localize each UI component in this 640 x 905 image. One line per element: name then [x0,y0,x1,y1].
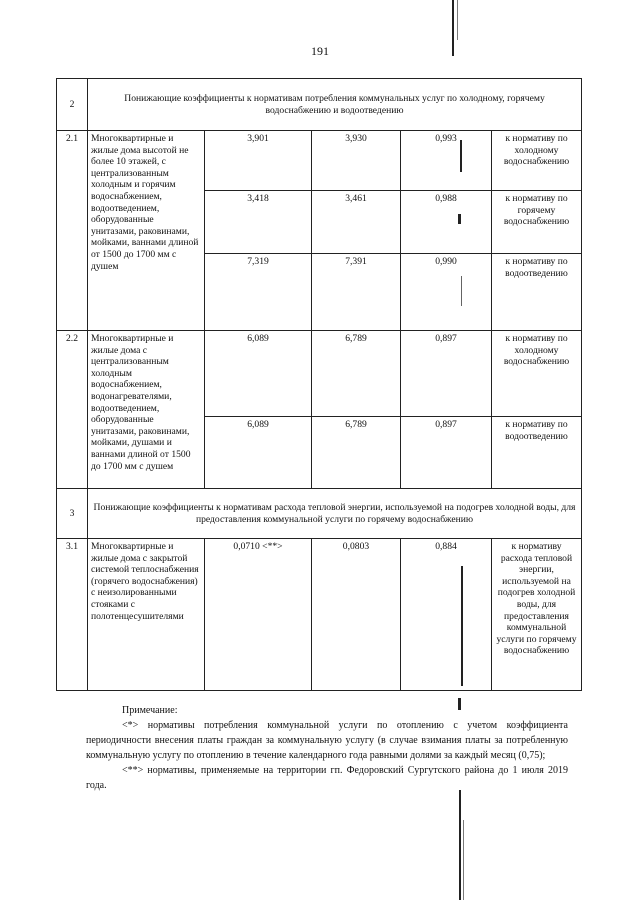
note-item: <**> нормативы, применяемые на территории гп. Федоровский Сургутского района до 1 июля 2019 года. [86,765,568,791]
value-cell: 3,901 [205,131,312,191]
unit-cell: к нормативу по водоотведению [492,254,582,331]
coefficient-cell: 0,884 [401,539,492,691]
section-number: 3 [57,489,88,539]
value-cell: 6,089 [205,417,312,489]
scan-artifact [457,0,458,40]
coefficient-cell: 0,988 [401,191,492,254]
value-cell: 6,789 [312,331,401,417]
section-title: Понижающие коэффициенты к нормативам потребления коммунальных услуг по холодному, горячему водоснабжению и водоотведению [88,79,582,131]
notes-label: Примечание: [122,705,178,716]
value-cell: 3,461 [312,191,401,254]
group-number: 2.2 [57,331,88,489]
scan-artifact [458,698,461,710]
table-row [57,539,582,691]
unit-cell: к нормативу по горячему водоснабжению [492,191,582,254]
value-cell: 3,418 [205,191,312,254]
scan-artifact [463,820,464,900]
unit-cell: к нормативу по водоотведению [492,417,582,489]
value-cell: 7,319 [205,254,312,331]
unit-cell: к нормативу по холодному водоснабжению [492,131,582,191]
scan-artifact [461,566,463,686]
unit-cell: к нормативу расхода тепловой энергии, используемой на подогрев холодной воды, для предоставления коммунальной услуги по горячему водоснабжению [492,539,582,691]
section-title: Понижающие коэффициенты к нормативам расхода тепловой энергии, используемой на подогрев холодной воды, для предоставления коммунальной услуги по горячему водоснабжению [88,489,582,539]
page-number: 191 [311,44,329,58]
coefficient-cell: 0,990 [401,254,492,331]
scan-artifact [461,276,462,306]
section-number: 2 [57,79,88,131]
scan-artifact [459,790,461,900]
group-number: 3.1 [57,539,88,691]
value-cell: 6,789 [312,417,401,489]
scan-artifact [452,0,454,56]
section-header-row [57,489,582,539]
coefficient-cell: 0,897 [401,331,492,417]
note-item: <*> нормативы потребления коммунальной услуги по отоплению с учетом коэффициента периодичности внесения платы граждан за коммунальную услугу (в случае взимания платы за потребленную коммунальную услугу по отоплению в течение календарного года равными долями за каждый месяц (0,75); [86,720,568,761]
notes-block [86,703,568,793]
value-cell: 0,0803 [312,539,401,691]
table-row [57,131,582,191]
section-header-row [57,79,582,131]
coefficient-cell: 0,993 [401,131,492,191]
scan-artifact [460,140,462,172]
group-number: 2.1 [57,131,88,331]
coefficients-table [56,78,582,691]
unit-cell: к нормативу по холодному водоснабжению [492,331,582,417]
value-cell: 7,391 [312,254,401,331]
group-description: Многоквартирные и жилые дома высотой не более 10 этажей, с централизованным холодным и горячим водоснабжением, водоотведением, оборудованные унитазами, раковинами, мойками, ваннами длиной от 1500 до 1700 мм с душем [88,131,205,331]
value-cell: 0,0710 <**> [205,539,312,691]
value-cell: 3,930 [312,131,401,191]
table-row [57,331,582,417]
value-cell: 6,089 [205,331,312,417]
group-description: Многоквартирные и жилые дома с закрытой системой теплоснабжения (горячего водоснабжения) с неизолированными стояками с полотенцесушителями [88,539,205,691]
coefficient-cell: 0,897 [401,417,492,489]
group-description: Многоквартирные и жилые дома с централизованным холодным водоснабжением, водонагревателями, водоотведением, оборудованные унитазами, раковинами, мойками, душами и ваннами длиной от 1500 до 1700 мм с душем [88,331,205,489]
scan-artifact [458,214,461,224]
